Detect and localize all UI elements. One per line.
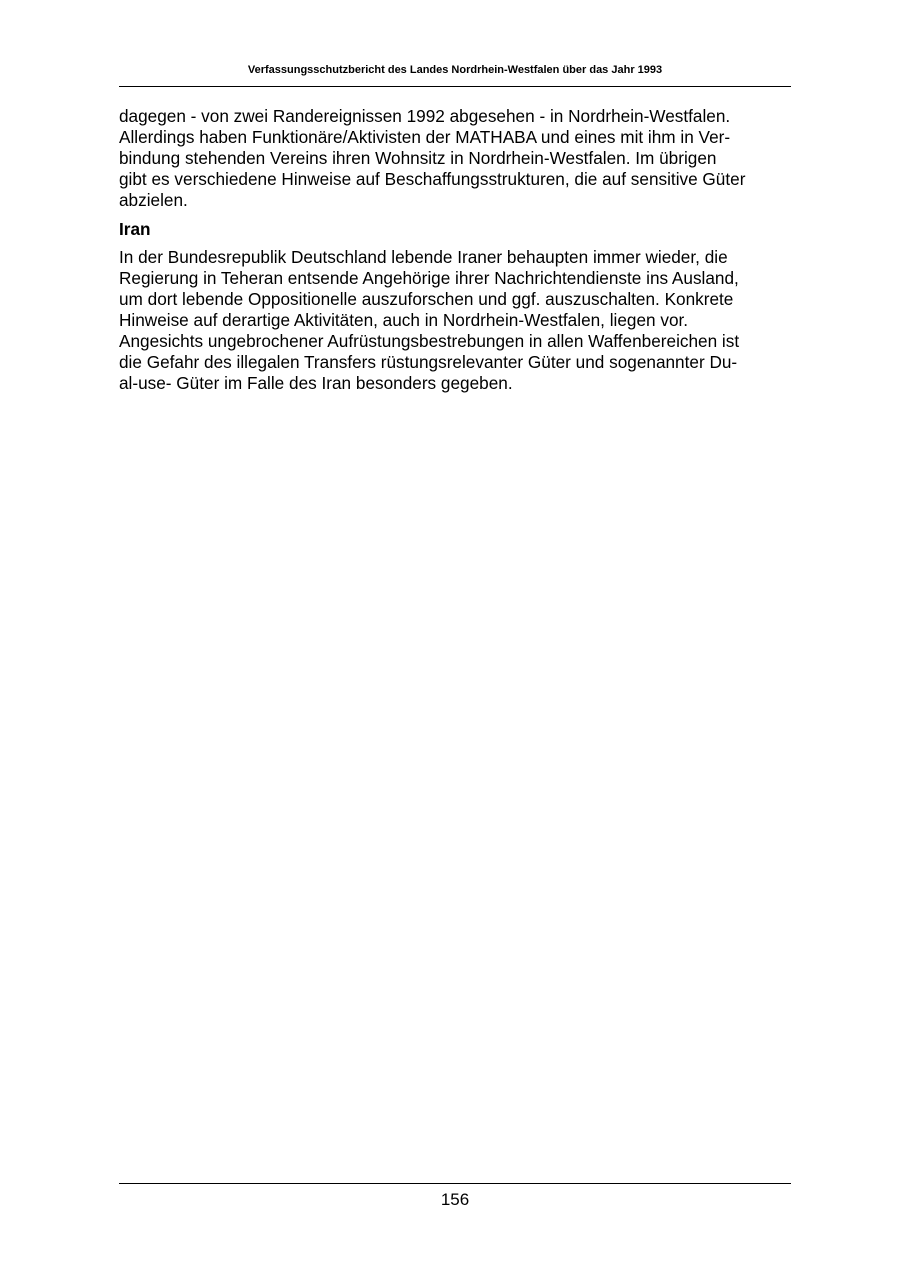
footer-divider <box>119 1183 791 1184</box>
page-number: 156 <box>440 1190 470 1209</box>
page-body <box>119 106 791 394</box>
running-header: Verfassungsschutzbericht des Landes Nordrhein-Westfalen über das Jahr 1993 <box>247 64 663 76</box>
section-heading-iran: Iran <box>119 219 151 239</box>
paragraph-iran: In der Bundesrepublik Deutschland lebende Iraner behaupten immer wieder, die Regierung in Teheran entsende Angehörige ihrer Nachrichtendienste ins Ausland, um dort lebende Oppositionelle auszuforschen und ggf. auszuschalten. Konkrete Hinweise auf derartige Aktivitäten, auch in Nordrhein-Westfalen, liegen vor. Angesichts ungebrochener Aufrüstungsbestrebungen in allen Waffenbereichen ist die Gefahr des illegalen Transfers rüstungsrelevanter Güter und sogenannter Du- al-use- Güter im Falle des Iran besonders gegeben. <box>119 247 740 393</box>
header-divider <box>119 86 791 87</box>
paragraph-continuation: dagegen - von zwei Randereignissen 1992 abgesehen - in Nordrhein-Westfalen. Allerdings haben Funktionäre/Aktivisten der MATHABA und eines mit ihm in Ver- bindung stehenden Vereins ihren Wohnsitz in Nordrhein-Westfalen. Im übrigen gibt es verschiedene Hinweise auf Beschaffungsstrukturen, die auf sensitive Güter abzielen. <box>119 106 746 210</box>
